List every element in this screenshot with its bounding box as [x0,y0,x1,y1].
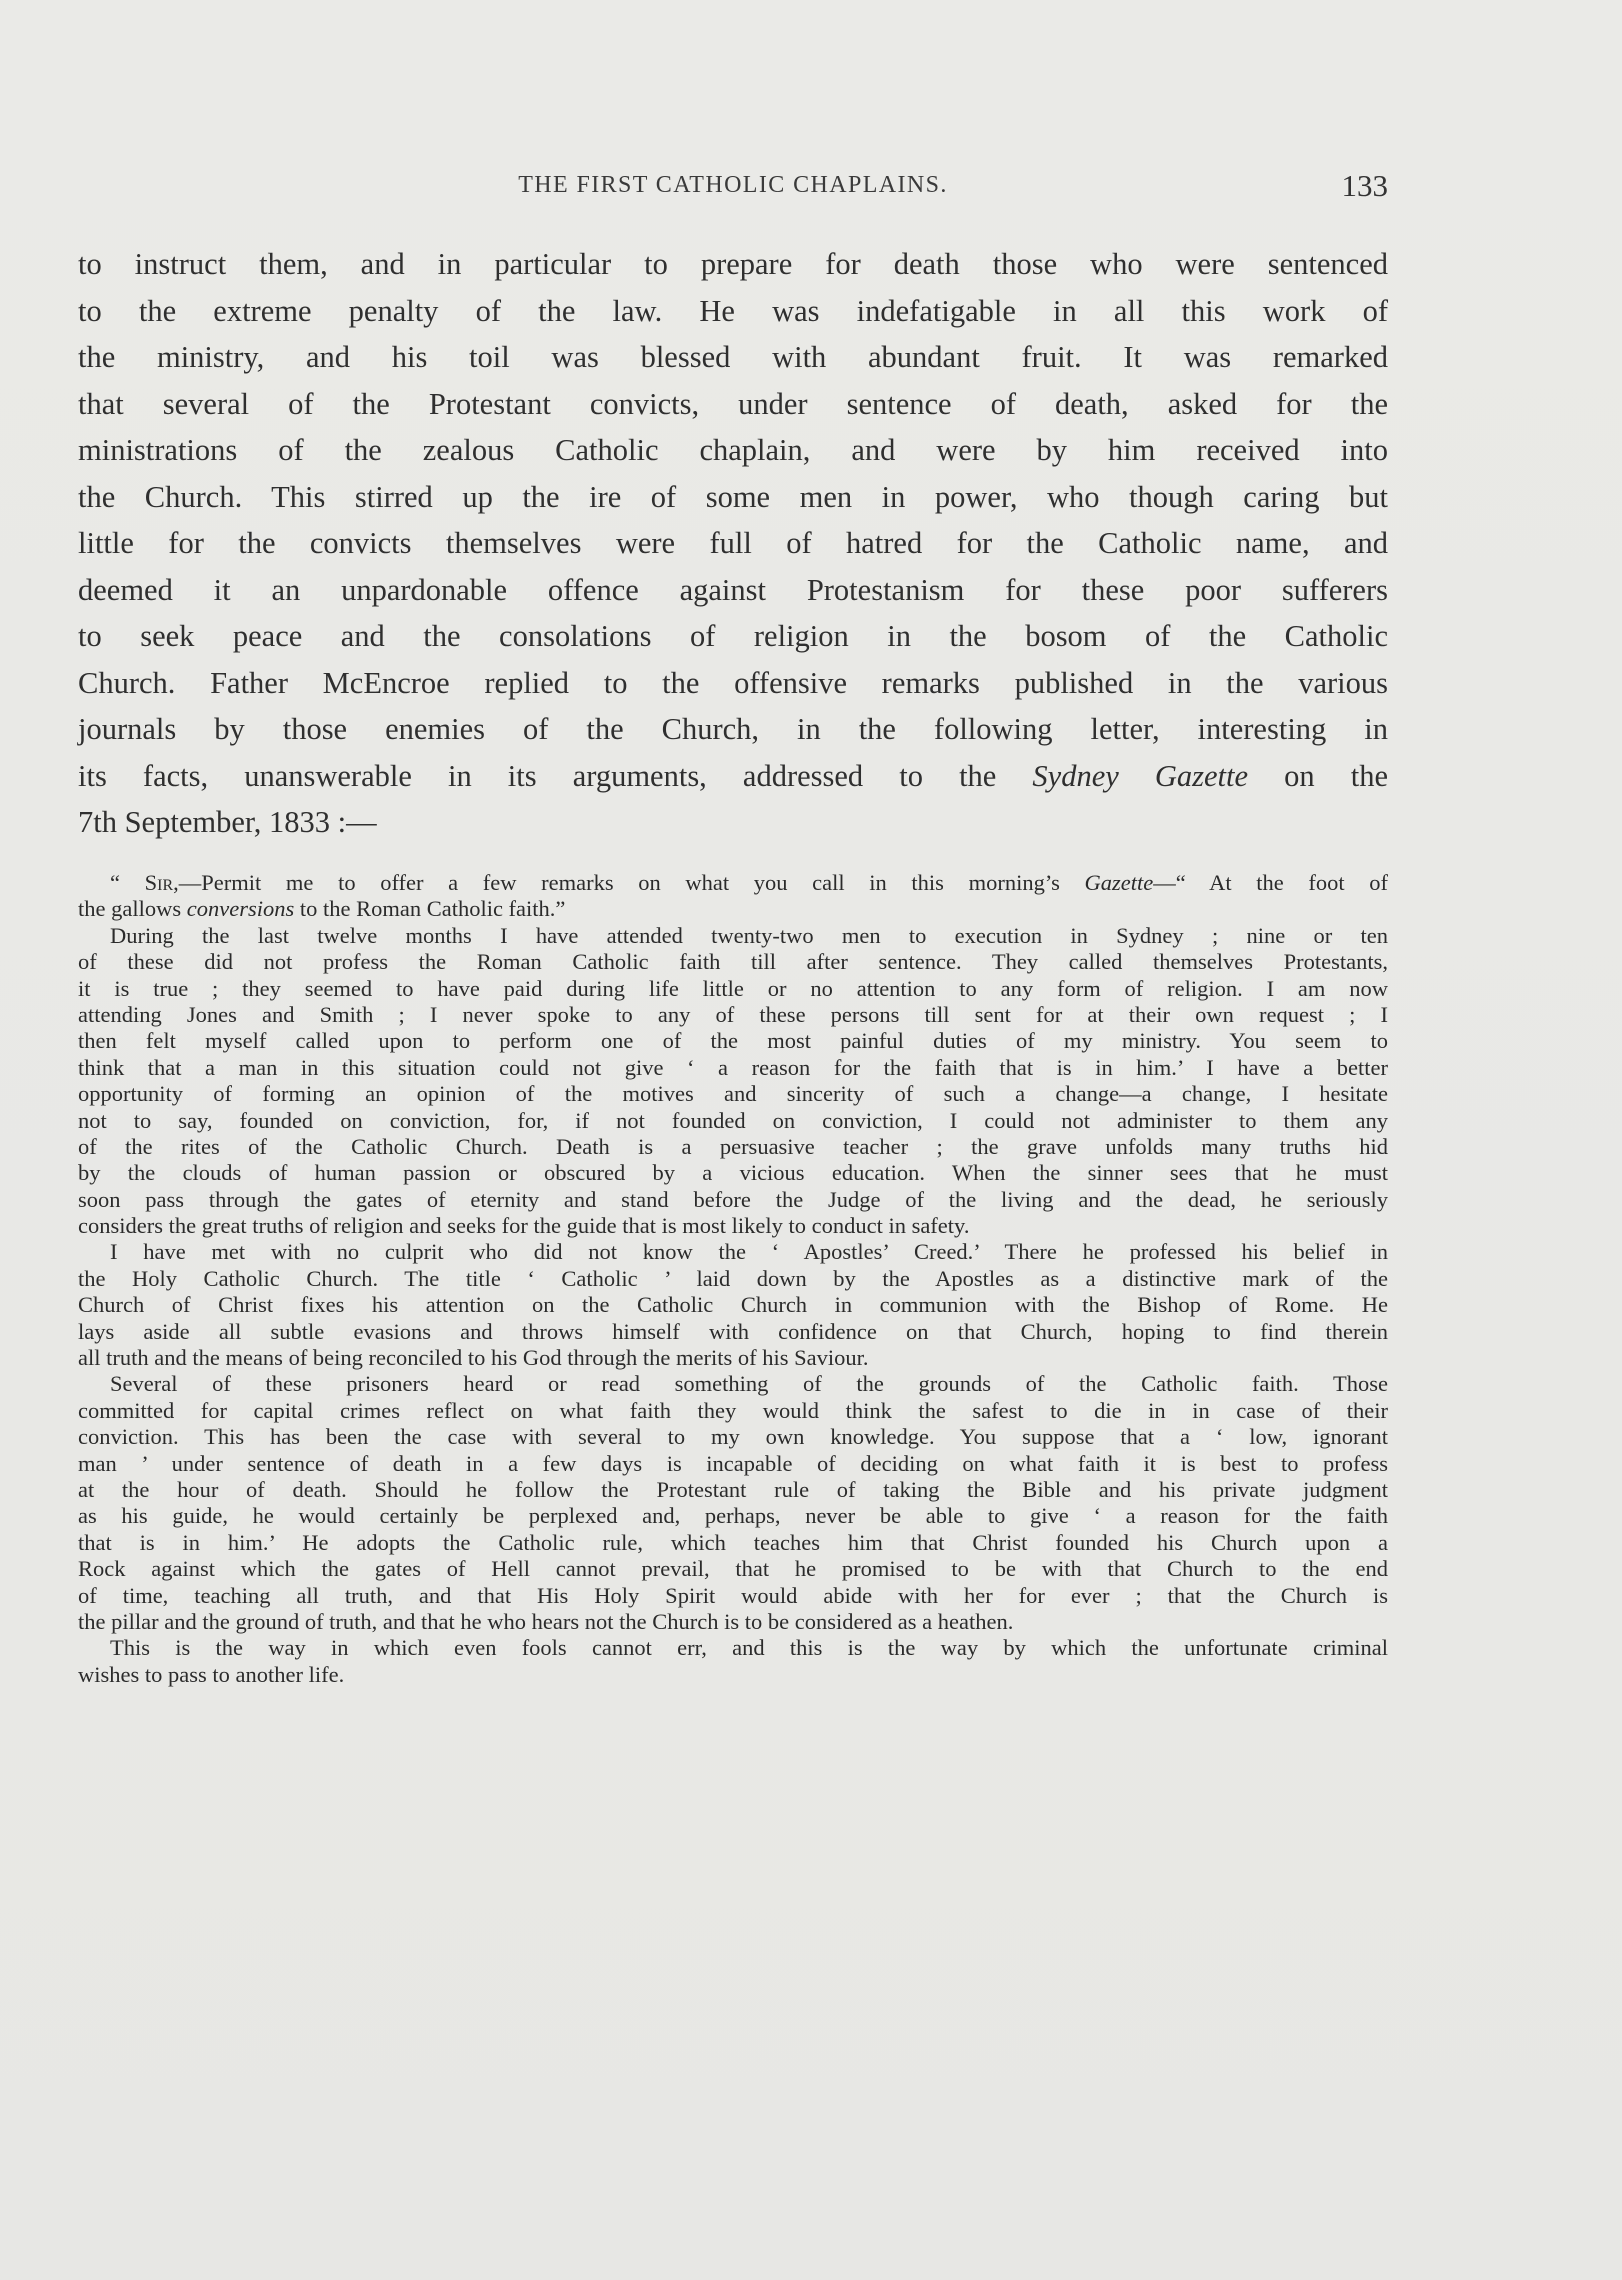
letter-text-fragment: —“ At the foot of [1153,870,1389,895]
letter-line: of time, teaching all truth, and that His Holy Spirit would abide with her for ever ; that the Church is [78,1582,1388,1608]
body-line: little for the convicts themselves were full of hatred for the Catholic name, and [78,526,1388,560]
letter-line: Church of Christ fixes his attention on the Catholic Church in communion with the Bishop of Rome. He [78,1292,1388,1318]
newspaper-title: Gazette [1084,870,1154,895]
body-text-fragment: its facts, unanswerable in its arguments, addressed to the [78,758,997,793]
body-line: that several of the Protestant convicts, under sentence of death, asked for the [78,386,1388,421]
letter-line: soon pass through the gates of eternity and stand before the Judge of the living and the dead, he seriously [78,1186,1388,1212]
emphasized-word: conversions [186,896,295,922]
letter-text-fragment: to the Roman Catholic faith.” [299,896,566,922]
letter-line: of the rites of the Catholic Church. Death is a persuasive teacher ; the grave unfolds many truths hid [78,1133,1388,1159]
letter-line: Rock against which the gates of Hell cannot prevail, that he promised to be with that Church to the end [78,1556,1388,1582]
letter-line: all truth and the means of being reconciled to his God through the merits of his Saviour. [78,1345,869,1371]
body-line: 7th September, 1833 :— [78,805,377,839]
letter-line: conviction. This has been the case with several to my own knowledge. You suppose that a ‘ low, ignorant [78,1424,1388,1450]
body-line: to the extreme penalty of the law. He was indefatigable in all this work of [78,293,1388,328]
salutation: Sir [144,870,174,895]
body-line: to instruct them, and in particular to prepare for death those who were sentenced [78,247,1388,281]
letter-line: considers the great truths of religion and seeks for the guide that is most likely to conduct in safety. [78,1213,970,1239]
letter-quotation [78,870,1388,1688]
letter-line: then felt myself called upon to perform one of the most painful duties of my ministry. You seem to [78,1028,1388,1054]
letter-line: opportunity of forming an opinion of the motives and sincerity of such a change—a change, I hesitate [78,1081,1388,1107]
letter-line: lays aside all subtle evasions and throws himself with confidence on that Church, hoping to find therein [78,1318,1388,1344]
page-number: 133 [1341,168,1388,203]
letter-line: Several of these prisoners heard or read something of the grounds of the Catholic faith. Those [110,1371,1388,1397]
letter-line: the pillar and the ground of truth, and that he who hears not the Church is to be considered as a heathen. [78,1608,1014,1634]
letter-line: This is the way in which even fools cannot err, and this is the way by which the unfortunate criminal [110,1635,1388,1661]
main-text [78,241,1388,846]
letter-line: it is true ; they seemed to have paid during life little or no attention to any form of religion. I am now [78,975,1388,1001]
letter-line: as his guide, he would certainly be perplexed and, perhaps, never be able to give ‘ a reason for the faith [78,1503,1388,1529]
body-line: to seek peace and the consolations of religion in the bosom of the Catholic [78,619,1388,653]
body-line: deemed it an unpardonable offence against Protestanism for these poor sufferers [78,572,1388,607]
body-text-fragment: on the [1284,758,1388,793]
letter-line: by the clouds of human passion or obscured by a vicious education. When the sinner sees that he must [78,1160,1388,1186]
body-line: journals by those enemies of the Church, in the following letter, interesting in [78,712,1388,746]
newspaper-title: Sydney Gazette [1032,758,1249,793]
body-line: the ministry, and his toil was blessed with abundant fruit. It was remarked [78,340,1388,374]
letter-line: think that a man in this situation could not give ‘ a reason for the faith that is in him.’ I have a better [78,1054,1388,1080]
letter-line: of these did not profess the Roman Catholic faith till after sentence. They called themselves Protestants, [78,949,1388,975]
letter-line [78,870,1388,896]
letter-text-fragment: the gallows [78,896,182,922]
letter-line [78,896,1388,922]
letter-line: that is in him.’ He adopts the Catholic rule, which teaches him that Christ founded his Church upon a [78,1529,1388,1555]
letter-line: not to say, founded on conviction, for, if not founded on conviction, I could not administer to them any [78,1107,1388,1133]
quote-mark: “ [110,870,120,895]
letter-line: committed for capital crimes reflect on what faith they would think the safest to die in in case of their [78,1397,1388,1423]
letter-line: attending Jones and Smith ; I never spoke to any of these persons till sent for at their own request ; I [78,1001,1388,1027]
page-header [78,168,1388,208]
letter-line: at the hour of death. Should he follow the Protestant rule of taking the Bible and his private judgment [78,1476,1388,1502]
body-line [78,753,1388,800]
body-line: ministrations of the zealous Catholic chaplain, and were by him received into [78,433,1388,467]
body-line: Church. Father McEncroe replied to the offensive remarks published in the various [78,665,1388,700]
letter-line: wishes to pass to another life. [78,1661,345,1687]
letter-line: During the last twelve months I have attended twenty-two men to execution in Sydney ; nine or ten [110,922,1388,948]
letter-text-fragment: ,—Permit me to offer a few remarks on what you call in this morning’s [173,870,1060,895]
running-title: THE FIRST CATHOLIC CHAPLAINS. [518,172,948,198]
letter-line: man ’ under sentence of death in a few days is incapable of deciding on what faith it is best to profess [78,1450,1388,1476]
letter-line: the Holy Catholic Church. The title ‘ Catholic ’ laid down by the Apostles as a distinctive mark of the [78,1265,1388,1291]
body-line: the Church. This stirred up the ire of some men in power, who though caring but [78,479,1388,514]
letter-line: I have met with no culprit who did not know the ‘ Apostles’ Creed.’ There he professed his belief in [110,1239,1388,1265]
